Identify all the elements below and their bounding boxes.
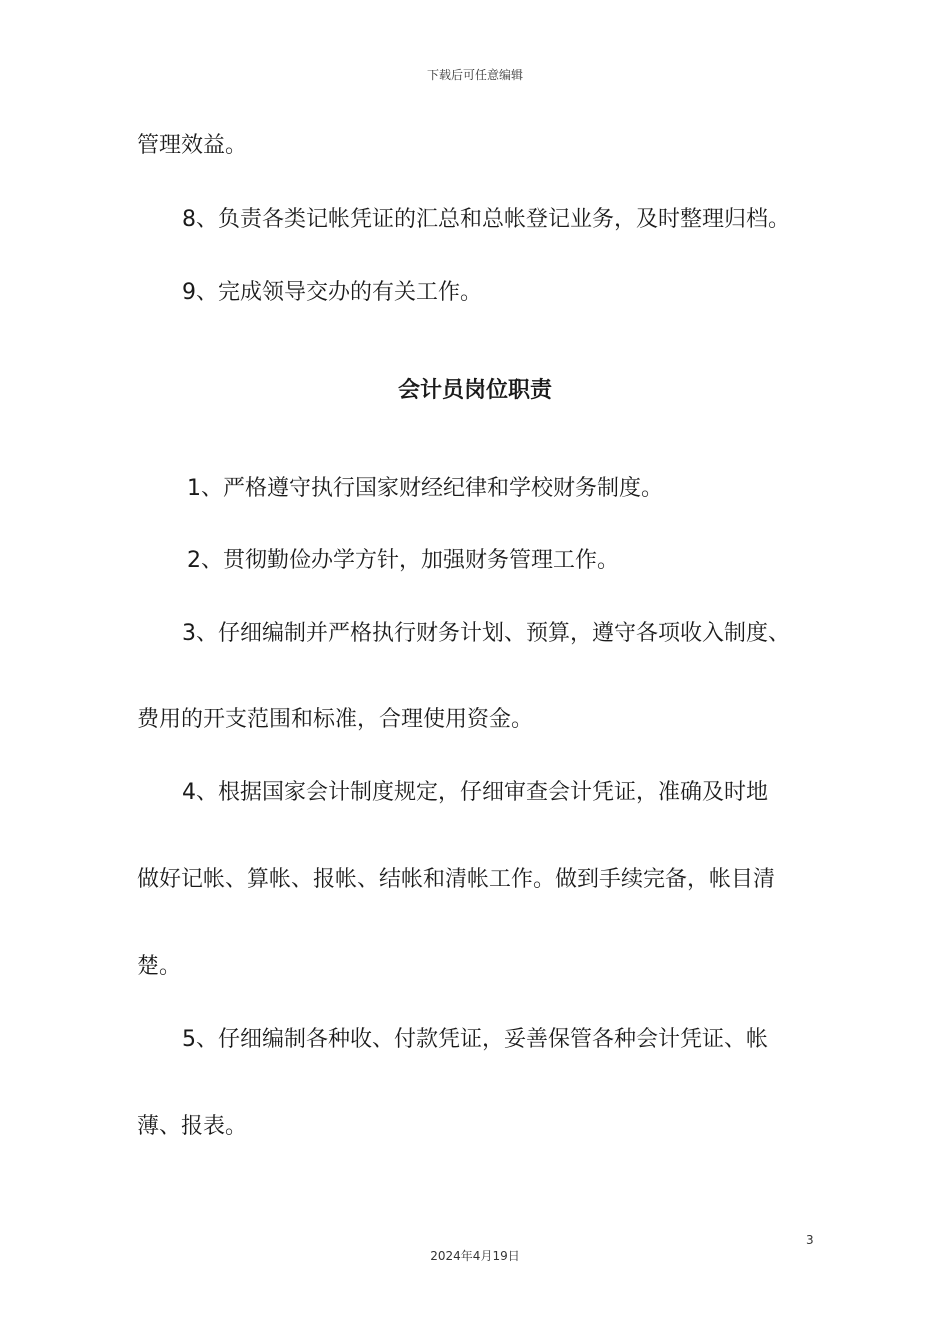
list-item-2: 2、贯彻勤俭办学方针，加强财务管理工作。 — [187, 548, 619, 573]
section-title: 会计员岗位职责 — [397, 378, 552, 403]
list-item-5: 5、仔细编制各种收、付款凭证，妥善保管各种会计凭证、帐 — [182, 1027, 768, 1052]
page-header: 下载后可任意编辑 — [426, 68, 523, 82]
page-footer-date: 2024年4月19日 — [430, 1249, 520, 1263]
list-item-4: 4、根据国家会计制度规定，仔细审查会计凭证，准确及时地 — [182, 780, 768, 805]
list-item-8: 8、负责各类记帐凭证的汇总和总帐登记业务，及时整理归档。 — [182, 207, 790, 232]
list-item-4-continued-2: 楚。 — [137, 954, 182, 979]
paragraph-line: 管理效益。 — [137, 133, 248, 158]
list-item-1: 1、严格遵守执行国家财经纪律和学校财务制度。 — [187, 476, 663, 501]
list-item-3: 3、仔细编制并严格执行财务计划、预算，遵守各项收入制度、 — [182, 621, 790, 646]
page-number: 3 — [806, 1233, 814, 1247]
list-item-5-continued: 薄、报表。 — [137, 1114, 248, 1139]
list-item-4-continued: 做好记帐、算帐、报帐、结帐和清帐工作。做到手续完备，帐目清 — [137, 867, 776, 892]
list-item-9: 9、完成领导交办的有关工作。 — [182, 280, 482, 305]
list-item-3-continued: 费用的开支范围和标准，合理使用资金。 — [137, 707, 534, 732]
